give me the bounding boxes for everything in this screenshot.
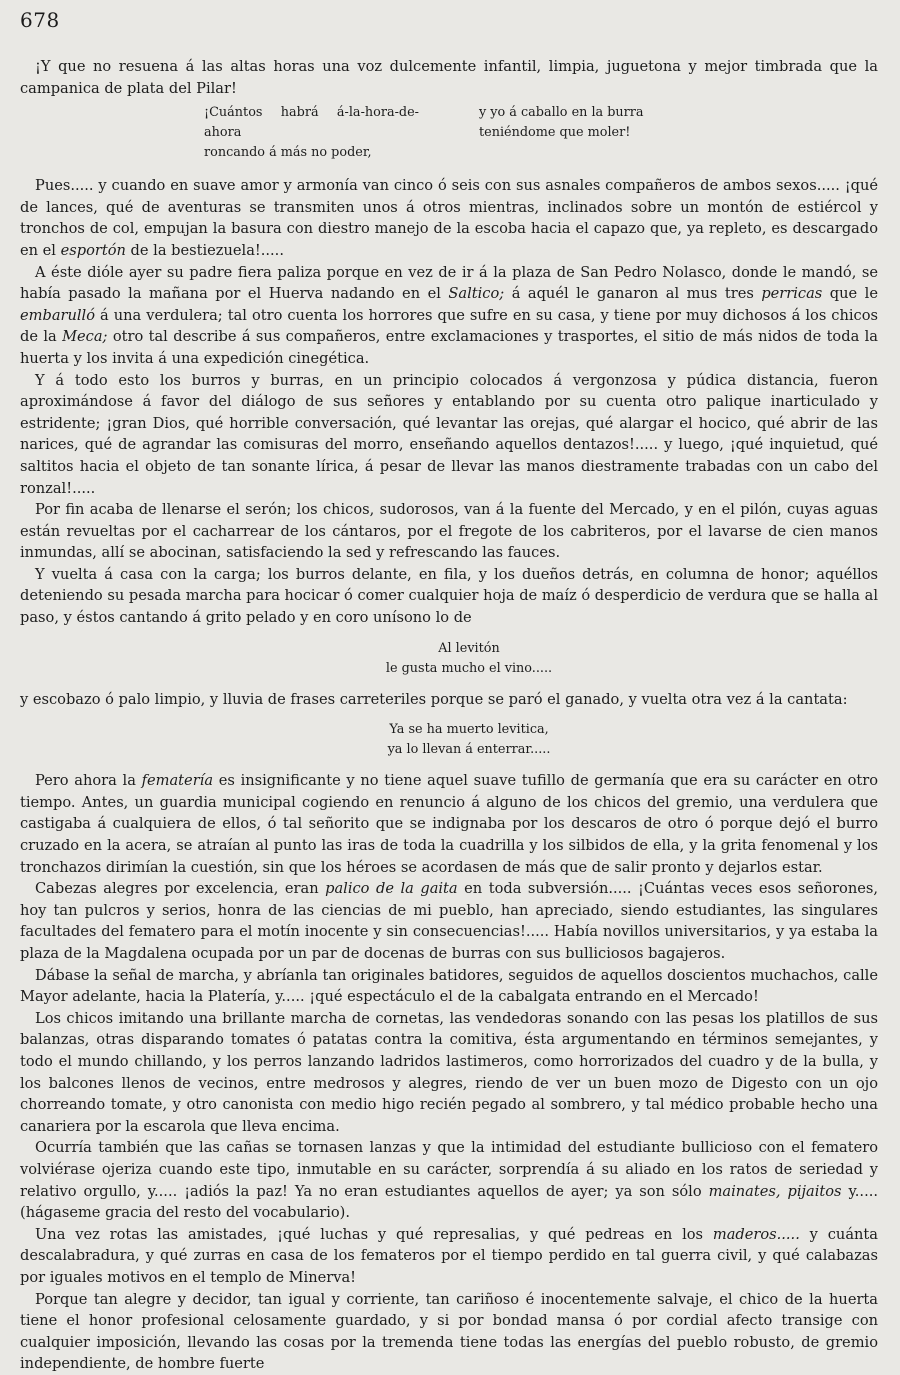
paragraph bbox=[20, 175, 878, 261]
verse-line: y yo á caballo en la burra bbox=[479, 105, 644, 121]
italic-term: fematería bbox=[141, 772, 214, 790]
verse-column-right bbox=[479, 103, 694, 163]
verse-column-left bbox=[204, 103, 419, 163]
paragraph bbox=[20, 262, 878, 370]
verse-line: Al levitón bbox=[438, 640, 500, 656]
paragraph: Por fin acaba de llenarse el serón; los chicos, sudorosos, van á la fuente del Mercado, y en el pilón, cuyas aguas están revueltas por el cacharrear de los cántaros, por el fregote de los cabriteros, por el lavarse de cien manos inmundas, allí se abocinan, satisfaciendo la sed y refrescando las fauces. bbox=[20, 501, 878, 562]
verse-couplet bbox=[20, 639, 878, 679]
text-run: Cabezas alegres por excelencia, eran bbox=[35, 880, 326, 898]
italic-term: Meca; bbox=[62, 328, 108, 346]
italic-term: maderos..... bbox=[712, 1225, 800, 1243]
text-run: y cuánta descalabradura, y qué zurras en casa de los femateros por el tiempo perdido en tal guerra civil, y qué calabazas por iguales motivos en el templo de Minerva! bbox=[20, 1225, 878, 1286]
italic-term: perricas bbox=[761, 285, 823, 303]
text-run: que le bbox=[822, 285, 878, 303]
text-run: á aquél le ganaron al mus tres bbox=[504, 285, 762, 303]
paragraph: Y vuelta á casa con la carga; los burros delante, en fila, y los dueños detrás, en columna de honor; aquéllos deteniendo su pesada marcha para hocicar ó comer cualquier hoja de maíz ó desperdicio de verdura que se halla al paso, y éstos cantando á grito pelado y en coro unísono lo de bbox=[20, 565, 878, 627]
paragraph: ¡Y que no resuena á las altas horas una voz dulcemente infantil, limpia, juguetona y mejor timbrada que la campanica de plata del Pilar! bbox=[20, 58, 878, 97]
verse-line: le gusta mucho el vino..... bbox=[385, 660, 553, 676]
verse-line: ¡Cuántos habrá á-la-hora-de-ahora bbox=[204, 105, 419, 141]
text-run: Una vez rotas las amistades, ¡qué luchas y qué represalias, y qué pedreas en los bbox=[35, 1225, 713, 1243]
italic-term: mainates, pijaitos bbox=[708, 1182, 842, 1200]
page-number: 678 bbox=[20, 8, 60, 32]
paragraph bbox=[20, 770, 878, 878]
text-run: Pero ahora la bbox=[35, 772, 142, 790]
italic-term: Saltico; bbox=[448, 285, 505, 303]
paragraph bbox=[20, 878, 878, 964]
verse-line: teniéndome que moler! bbox=[479, 125, 631, 141]
verse-couplet bbox=[20, 720, 878, 760]
verse-quatrain bbox=[20, 103, 878, 163]
verse-line: ya lo llevan á enterrar..... bbox=[387, 742, 551, 758]
verse-line: Ya se ha muerto levitica, bbox=[389, 722, 549, 738]
paragraph bbox=[20, 1137, 878, 1223]
text-run: Pues..... y cuando en suave amor y armonía van cinco ó seis con sus asnales compañeros de ambos sexos..... ¡qué de lances, qué de aventuras se transmiten unos á otros mientras, inclinados sobre un montón de estiércol y tronchos de col, empujan la basura con diestro manejo de la escoba hacia el capazo que, ya repleto, es descargado en el bbox=[20, 177, 878, 259]
paragraph: Porque tan alegre y decidor, tan igual y corriente, tan cariñoso é inocentemente salvaje, el chico de la huerta tiene el honor profesional celosamente guardado, y si por bondad mansa ó por cordial afecto transige con cualquier imposición, llevando las cosas por la tremenda tiene todas las energías del pueblo robusto, de gremio independiente, de hombre fuerte bbox=[20, 1290, 878, 1373]
paragraph: Los chicos imitando una brillante marcha de cornetas, las vendedoras sonando con las pesas los platillos de sus balanzas, otras disparando tomates ó patatas contra la comitiva, ésta argumentando en términos semejantes, y todo el mundo chillando, y los perros lanzando ladridos lastimeros, como horrorizados del cuadro y de la bulla, y los balcones llenos de vecinos, entre medrosos y alegres, riendo de ver un buen mozo de Digesto con un ojo chorreando tomate, y otro canonista con medio higo recién pegado al sombrero, y tal médico probable hecho una canariera por la escarola que lleva encima. bbox=[20, 1009, 878, 1135]
text-run: á una verdulera; tal otro cuenta los horrores que sufre en su casa, y tiene por muy dichosos á los chicos de la bbox=[20, 306, 878, 346]
verse-line: roncando á más no poder, bbox=[204, 145, 372, 161]
text-run: es insignificante y no tiene aquel suave tufillo de germanía que era su carácter en otro tiempo. Antes, un guardia municipal cogiendo en renuncio á alguno de los chicos del gremio, una verdulera que castigaba á cualquiera de ellos, ó tal señorito que se indignaba por los descaros de otro ó porque dejó el burro cruzado en la acera, se atraían al punto las iras de toda la cuadrilla y los silbidos de ella, y la grita fenomenal y los tronchazos dirimían la cuestión, sin que los héroes se acordasen de más que de salir pronto y dejarlos estar. bbox=[20, 772, 878, 876]
text-run: en toda subversión..... ¡Cuántas veces esos señorones, hoy tan pulcros y serios, honra de las ciencias de mi pueblo, han apreciado, siendo estudiantes, las singulares facultades del fematero para el motín inocente y sin consecuencias!..... Había novillos universitarios, y ya estaba la plaza de la Magdalena ocupada por un par de docenas de burras con sus bulliciosos bagajeros. bbox=[20, 880, 878, 962]
text-run: A éste dióle ayer su padre fiera paliza porque en vez de ir á la plaza de San Pedro Nolasco, donde le mandó, se había pasado la mañana por el Huerva nadando en el bbox=[20, 263, 878, 303]
page-body bbox=[20, 56, 878, 1375]
text-run: de la bestiezuela!..... bbox=[125, 241, 284, 259]
text-run: Ocurría también que las cañas se tornasen lanzas y que la intimidad del estudiante bullicioso con el fematero volviérase ojeriza cuando este tipo, inmutable en su carácter, sorprendía á su aliado en los ratos de seriedad y relativo orgullo, y..... ¡adiós la paz! Ya no eran estudiantes aquellos de ayer; ya son sólo bbox=[20, 1139, 878, 1200]
italic-term: esportón bbox=[60, 241, 126, 259]
text-run: y..... (hágaseme gracia del resto del vocabulario). bbox=[20, 1182, 878, 1222]
text-run: otro tal describe á sus compañeros, entre exclamaciones y trasportes, el sitio de más nidos de toda la huerta y los invita á una expedición cinegética. bbox=[20, 328, 879, 367]
paragraph: Dábase la señal de marcha, y abríanla tan originales batidores, seguidos de aquellos doscientos muchachos, calle Mayor adelante, hacia la Platería, y..... ¡qué espectáculo el de la cabalgata entrando en el Mercado! bbox=[20, 966, 878, 1006]
italic-term: palico de la gaita bbox=[325, 880, 458, 898]
paragraph: Y á todo esto los burros y burras, en un principio colocados á vergonzosa y púdica distancia, fueron aproximándose á favor del diálogo de sus señores y entablando por su cuenta otro palique inarticulado y estridente; ¡gran Dios, qué horrible conversación, qué levantar las orejas, qué alargar el hocico, qué abrir de las narices, qué de agrandar las comisuras del morro, enseñando aquellos dentazos!..... y luego, ¡qué inquietud, qué saltitos hacia el objeto de tan sonante lírica, á pesar de llevar las manos diestramente trabadas con un cabo del ronzal!..... bbox=[20, 371, 878, 497]
paragraph bbox=[20, 1224, 878, 1289]
paragraph: y escobazo ó palo limpio, y lluvia de frases carreteriles porque se paró el ganado, y vuelta otra vez á la cantata: bbox=[20, 690, 848, 708]
italic-term: embarulló bbox=[20, 306, 96, 324]
